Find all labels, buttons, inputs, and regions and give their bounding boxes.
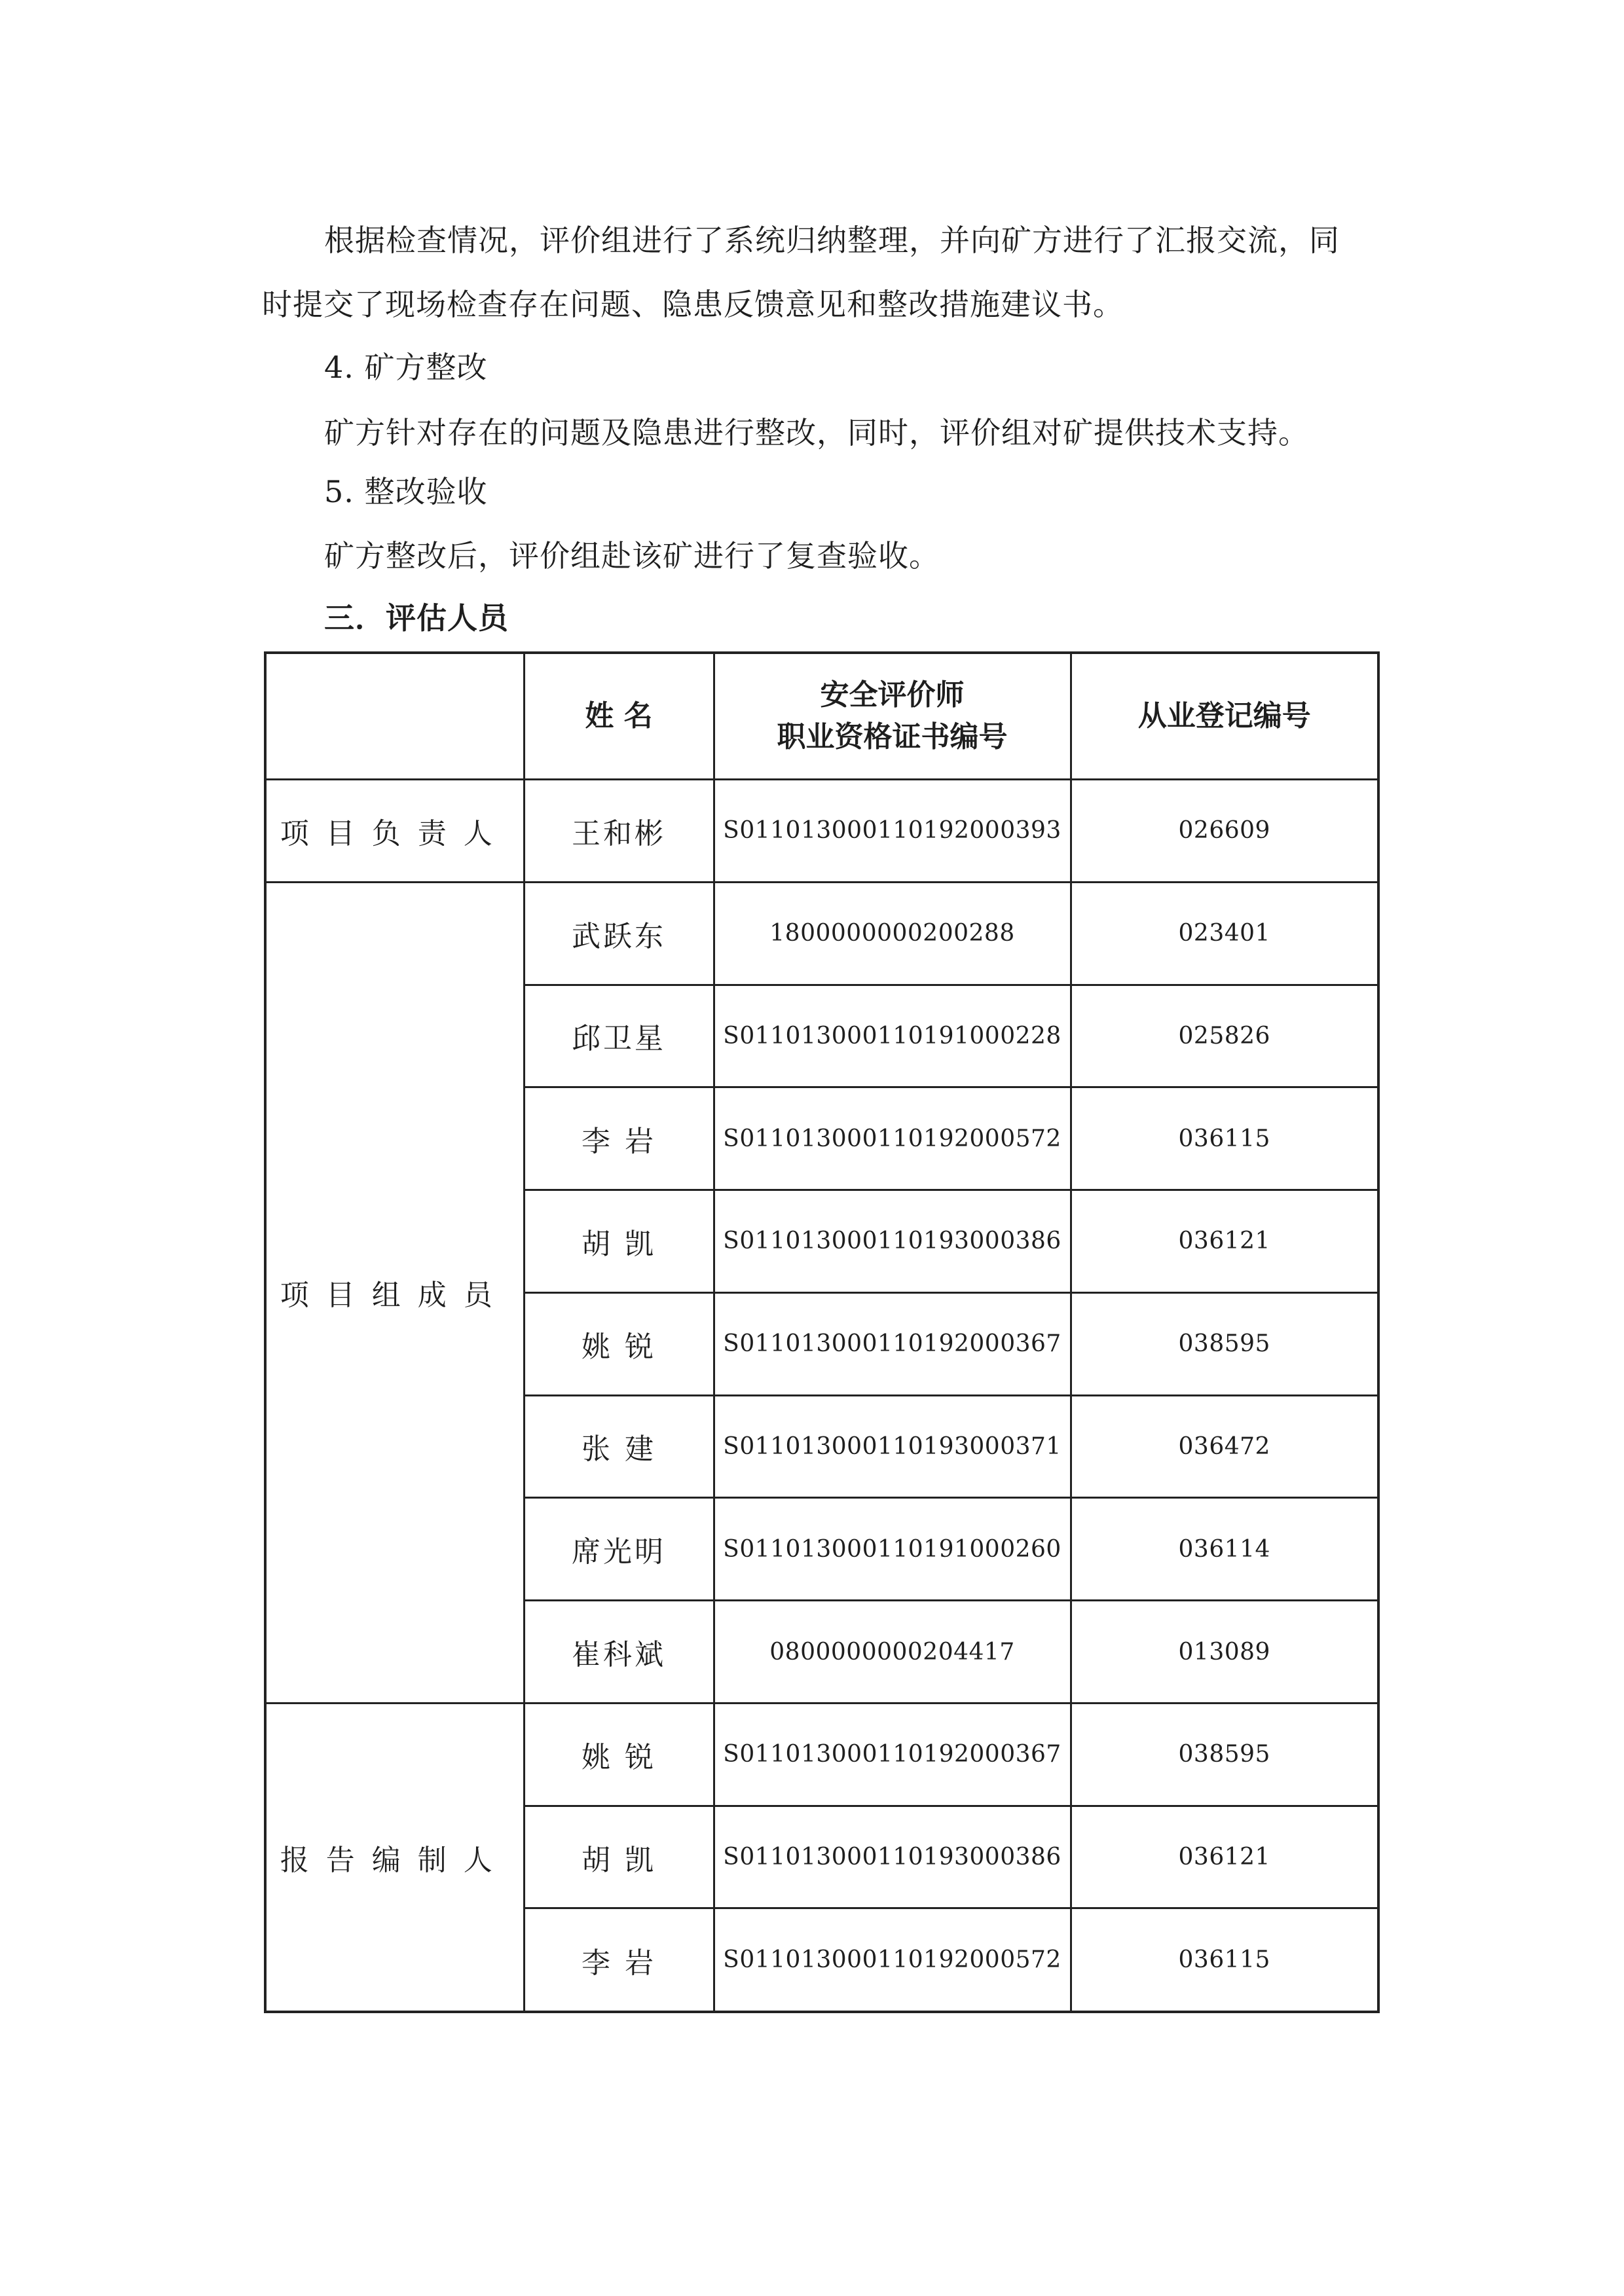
cell-reg: 036114 xyxy=(1071,1498,1378,1601)
header-reg: 从业登记编号 xyxy=(1071,653,1378,780)
cell-cert: 1800000000200288 xyxy=(714,882,1071,985)
group-members: 项目组成员 xyxy=(265,882,524,1703)
cell-reg: 036115 xyxy=(1071,1087,1378,1190)
paragraph-acceptance: 矿方整改后，评价组赴该矿进行了复查验收。 xyxy=(324,538,940,574)
staff-table xyxy=(264,651,1380,2013)
cell-reg: 023401 xyxy=(1071,882,1378,985)
cell-reg: 038595 xyxy=(1071,1703,1378,1806)
group-leader: 项目负责人 xyxy=(265,780,524,883)
cell-reg: 036121 xyxy=(1071,1190,1378,1293)
table-header-row xyxy=(265,653,1378,780)
cell-name: 李 岩 xyxy=(524,1087,714,1190)
paragraph-inspection-summary xyxy=(262,208,1411,337)
cell-cert: S011013000110192000572 xyxy=(714,1908,1071,2012)
paragraph-line: 时提交了现场检查存在问题、隐患反馈意见和整改措施建议书。 xyxy=(262,287,1124,322)
cell-cert: S011013000110193000386 xyxy=(714,1806,1071,1908)
subheading-acceptance: 5. 整改验收 xyxy=(324,474,488,509)
cell-name: 胡 凯 xyxy=(524,1806,714,1908)
cell-name: 邱卫星 xyxy=(524,985,714,1087)
cell-cert: S011013000110192000367 xyxy=(714,1292,1071,1395)
header-cert xyxy=(714,653,1071,780)
paragraph-line: 根据检查情况，评价组进行了系统归纳整理，并向矿方进行了汇报交流，同 xyxy=(324,223,1340,258)
cell-name: 姚 锐 xyxy=(524,1292,714,1395)
cell-name: 王和彬 xyxy=(524,780,714,883)
cell-name: 席光明 xyxy=(524,1498,714,1601)
cell-cert: S011013000110192000572 xyxy=(714,1087,1071,1190)
cell-cert: 0800000000204417 xyxy=(714,1601,1071,1704)
cell-name: 武跃东 xyxy=(524,882,714,985)
cell-name: 崔科斌 xyxy=(524,1601,714,1704)
cell-reg: 036121 xyxy=(1071,1806,1378,1908)
cell-cert: S011013000110191000228 xyxy=(714,985,1071,1087)
subheading-mine-rectification: 4. 矿方整改 xyxy=(324,350,488,385)
cell-name: 姚 锐 xyxy=(524,1703,714,1806)
cell-cert: S011013000110193000371 xyxy=(714,1395,1071,1498)
cell-reg: 026609 xyxy=(1071,780,1378,883)
cell-reg: 038595 xyxy=(1071,1292,1378,1395)
cell-reg: 013089 xyxy=(1071,1601,1378,1704)
table-row xyxy=(265,882,1378,985)
cell-cert: S011013000110193000386 xyxy=(714,1190,1071,1293)
table-row xyxy=(265,780,1378,883)
header-name: 姓 名 xyxy=(524,653,714,780)
cell-cert: S011013000110192000393 xyxy=(714,780,1071,883)
header-cert-line2: 职业资格证书编号 xyxy=(777,720,1008,754)
header-blank xyxy=(265,653,524,780)
cell-name: 张 建 xyxy=(524,1395,714,1498)
paragraph-rectification: 矿方针对存在的问题及隐患进行整改，同时，评价组对矿提供技术支持。 xyxy=(324,415,1309,450)
cell-name: 胡 凯 xyxy=(524,1190,714,1293)
section-title-staff: 三．评估人员 xyxy=(324,600,509,636)
header-cert-line1: 安全评价师 xyxy=(820,678,965,712)
cell-reg: 036115 xyxy=(1071,1908,1378,2012)
cell-cert: S011013000110192000367 xyxy=(714,1703,1071,1806)
cell-reg: 025826 xyxy=(1071,985,1378,1087)
table-row xyxy=(265,1703,1378,1806)
group-authors: 报告编制人 xyxy=(265,1703,524,2012)
cell-reg: 036472 xyxy=(1071,1395,1378,1498)
cell-cert: S011013000110191000260 xyxy=(714,1498,1071,1601)
cell-name: 李 岩 xyxy=(524,1908,714,2012)
